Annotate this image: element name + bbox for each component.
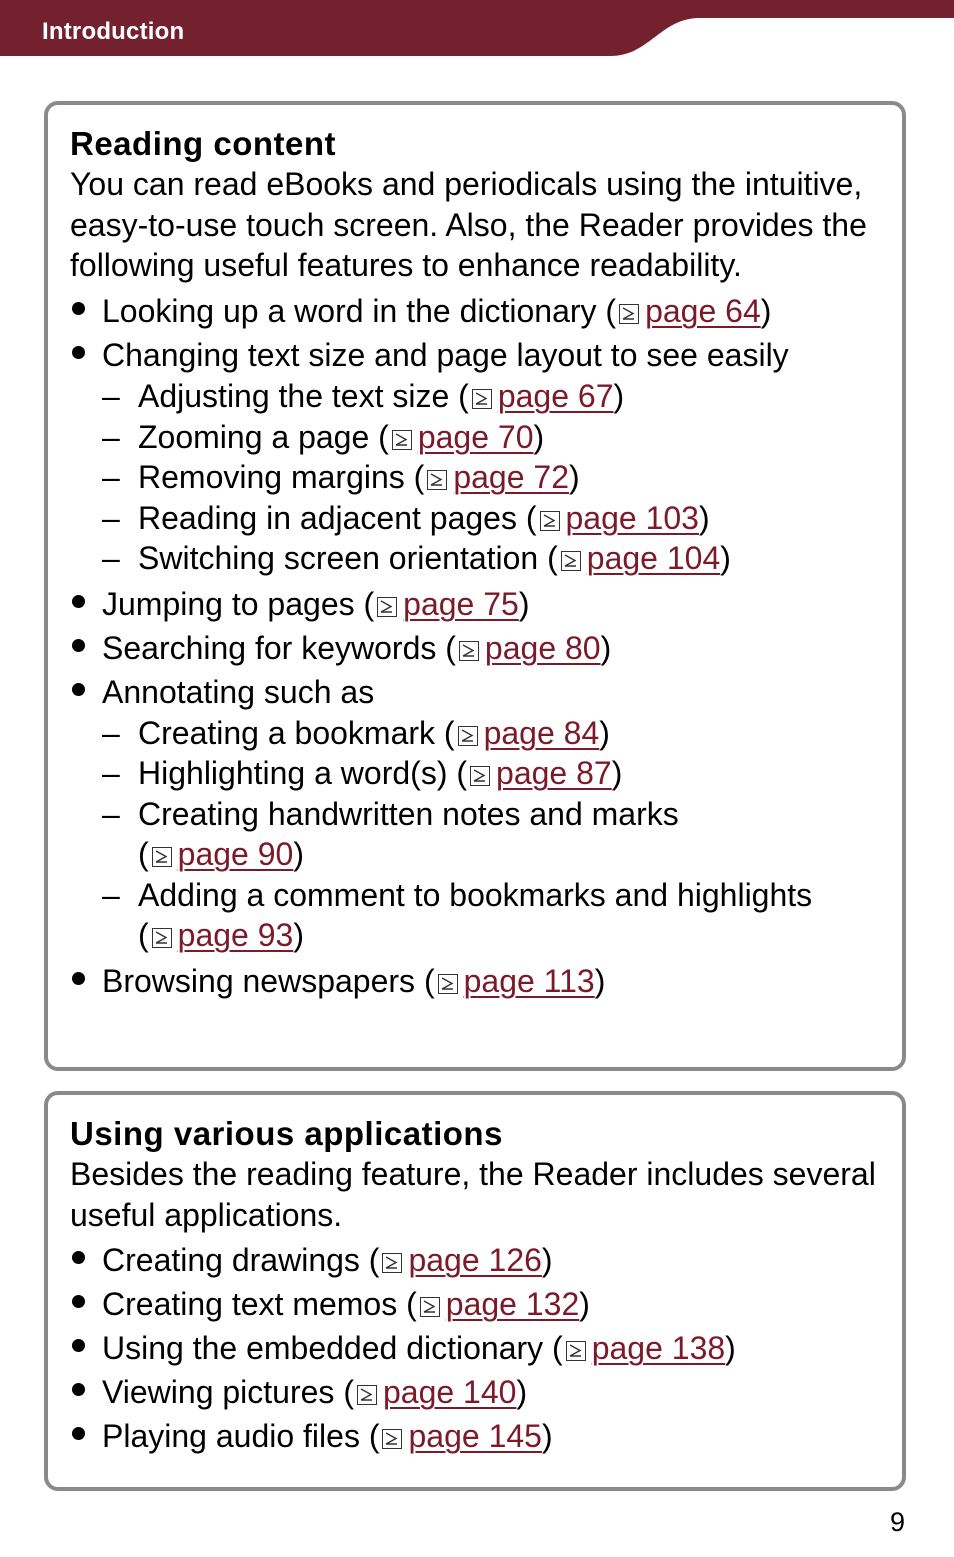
page-reference-icon	[377, 597, 397, 617]
section-intro: Besides the reading feature, the Reader includes several useful applications.	[70, 1156, 876, 1233]
sub-list-item: – Creating a bookmark ( page 84)	[102, 714, 610, 751]
bullet-icon	[72, 346, 85, 359]
page-link[interactable]: page 70	[417, 418, 534, 455]
page-reference-icon	[438, 974, 458, 994]
section-title: Reading content	[70, 125, 337, 162]
feature-list	[70, 1241, 880, 1455]
page-reference-icon	[566, 1341, 586, 1361]
sub-list-item: – Reading in adjacent pages ( page 103)	[102, 499, 710, 536]
list-item: Viewing pictures ( page 140)	[70, 1373, 880, 1411]
page-reference-icon	[152, 847, 172, 867]
feature-list	[70, 292, 880, 1000]
page-link[interactable]: page 84	[483, 714, 600, 751]
bullet-icon	[72, 683, 85, 696]
bullet-icon	[72, 1383, 85, 1396]
page-reference-icon	[152, 928, 172, 948]
page-link[interactable]: page 90	[177, 836, 294, 873]
page-reference-icon	[472, 389, 492, 409]
list-item: Browsing newspapers ( page 113)	[70, 962, 880, 1000]
page-reference-icon	[540, 511, 560, 531]
list-item: Annotating such as – Creating a bookmark ( page 84) – Highlighting a word(s) ( page 87) – Creating handwritten notes and marks ( page 90) – Adding a comment to bookmarks and highlights ( page 93)	[70, 673, 880, 956]
page-reference-icon	[459, 641, 479, 661]
page-reference-icon	[420, 1297, 440, 1317]
page-link[interactable]: page 67	[497, 378, 614, 415]
list-item: Changing text size and page layout to see easily – Adjusting the text size ( page 67) – Zooming a page ( page 70) – Removing margins ( page 72) – Reading in adjacent pages ( page 103) – Switching screen orientation ( page 104)	[70, 336, 880, 579]
page-link[interactable]: page 140	[382, 1374, 517, 1411]
list-item: Looking up a word in the dictionary ( page 64)	[70, 292, 880, 330]
page-reference-icon	[392, 430, 412, 450]
page-reference-icon	[357, 1385, 377, 1405]
page-link[interactable]: page 138	[591, 1330, 726, 1367]
bullet-icon	[72, 302, 85, 315]
bullet-icon	[72, 1427, 85, 1440]
page-link[interactable]: page 113	[463, 962, 595, 999]
sub-list-item: – Adding a comment to bookmarks and highlights ( page 93)	[102, 876, 813, 954]
bullet-icon	[72, 639, 85, 652]
page-link[interactable]: page 132	[445, 1286, 580, 1323]
sub-list-item: – Removing margins ( page 72)	[102, 459, 580, 496]
sub-list	[102, 713, 880, 956]
sub-list-item: – Adjusting the text size ( page 67)	[102, 378, 625, 415]
page-link[interactable]: page 145	[408, 1418, 542, 1455]
using-applications-box	[44, 1091, 906, 1491]
section-title: Using various applications	[70, 1115, 503, 1152]
page-reference-icon	[470, 766, 490, 786]
bullet-icon	[72, 595, 85, 608]
page-link[interactable]: page 64	[645, 293, 761, 330]
bullet-icon	[72, 1339, 85, 1352]
list-item: Using the embedded dictionary ( page 138)	[70, 1329, 880, 1367]
bullet-icon	[72, 1251, 85, 1264]
sub-list-item: – Switching screen orientation ( page 104)	[102, 540, 731, 577]
header-section-title: Introduction	[42, 18, 185, 45]
list-item: Searching for keywords ( page 80)	[70, 629, 880, 667]
page-link[interactable]: page 80	[484, 629, 601, 666]
bullet-icon	[72, 1295, 85, 1308]
page-reference-icon	[458, 726, 478, 746]
list-item: Jumping to pages ( page 75)	[70, 585, 880, 623]
list-item: Creating text memos ( page 132)	[70, 1285, 880, 1323]
page-link[interactable]: page 104	[586, 540, 721, 577]
section-intro: You can read eBooks and periodicals using the intuitive, easy-to-use touch screen. Also, the Reader provides the following useful features to enhance readability.	[70, 166, 867, 284]
section-header	[0, 0, 954, 60]
page-reference-icon	[382, 1429, 402, 1449]
sub-list-item: – Creating handwritten notes and marks ( page 90)	[102, 795, 679, 873]
page-reference-icon	[619, 304, 639, 324]
list-item: Creating drawings ( page 126)	[70, 1241, 880, 1279]
sub-list	[102, 376, 880, 579]
page-link[interactable]: page 75	[403, 585, 519, 622]
page-reference-icon	[427, 470, 447, 490]
page-reference-icon	[561, 551, 581, 571]
page-link[interactable]: page 87	[496, 755, 612, 792]
bullet-icon	[72, 972, 85, 985]
page-link[interactable]: page 103	[565, 499, 699, 536]
reading-content-box	[44, 101, 906, 1071]
page-link[interactable]: page 72	[453, 459, 569, 496]
page-number: 9	[890, 1507, 906, 1537]
list-item: Playing audio files ( page 145)	[70, 1417, 880, 1455]
page-link[interactable]: page 126	[408, 1242, 542, 1279]
sub-list-item: – Highlighting a word(s) ( page 87)	[102, 755, 623, 792]
page-link[interactable]: page 93	[177, 917, 294, 954]
sub-list-item: – Zooming a page ( page 70)	[102, 418, 545, 455]
page-reference-icon	[382, 1253, 402, 1273]
